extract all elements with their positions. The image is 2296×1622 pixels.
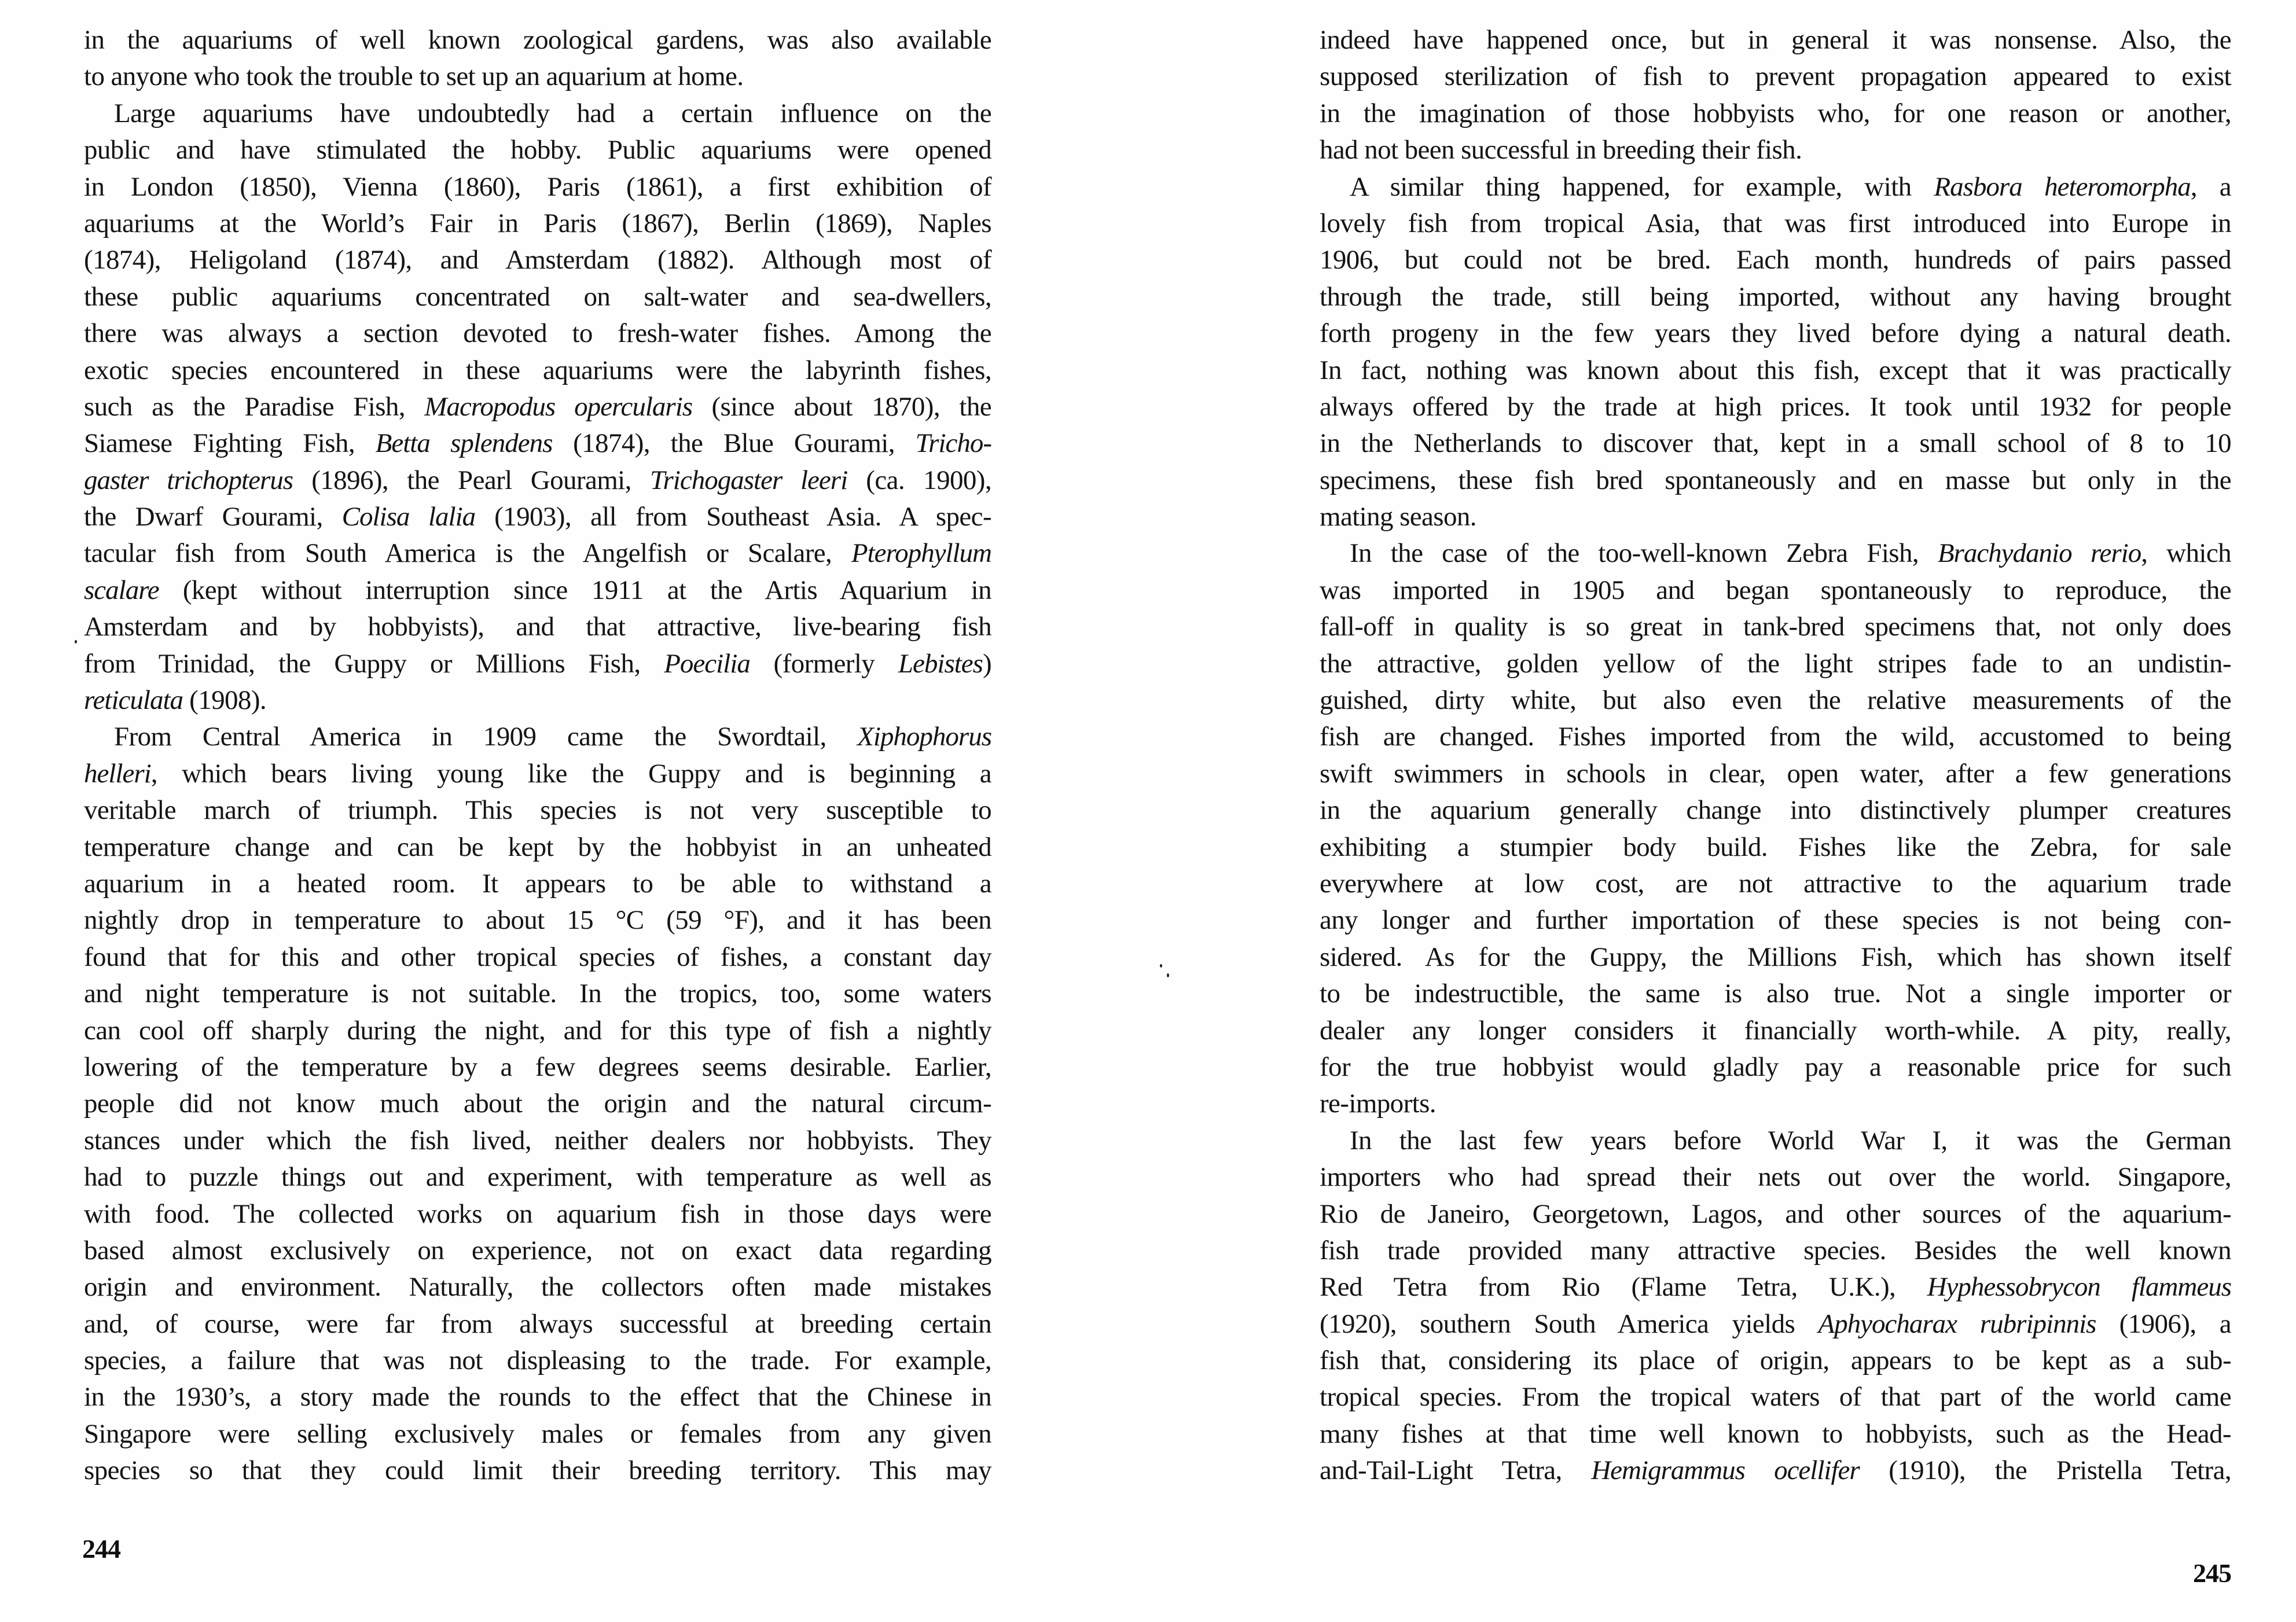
text-run: In the case of the too-well-known Zebra Fish,	[1350, 538, 1938, 569]
text-line	[1320, 902, 2231, 939]
text-run: swift swimmers in schools in clear, open water, after a few generations	[1320, 758, 2231, 789]
text-line	[1320, 499, 2231, 535]
text-run: nightly drop in temperature to about 15 °C (59 °F), and it has been	[84, 905, 991, 936]
text-run: supposed sterilization of fish to prevent propagation appeared to exist	[1320, 61, 2231, 92]
text-run: always offered by the trade at high prices. It took until 1932 for people	[1320, 391, 2231, 422]
text-line	[1320, 1086, 2231, 1122]
text-run: sidered. As for the Guppy, the Millions Fish, which has shown itself	[1320, 941, 2231, 972]
text-line	[84, 1306, 991, 1343]
text-run: aquarium in a heated room. It appears to be able to withstand a	[84, 868, 991, 899]
right-text-column	[1320, 22, 2231, 1489]
scan-speck	[75, 640, 77, 643]
text-run: in the aquariums of well known zoological gardens, was also available	[84, 25, 991, 55]
text-line	[1320, 242, 2231, 278]
text-run: origin and environment. Naturally, the collectors often made mistakes	[84, 1272, 991, 1303]
text-line	[84, 1123, 991, 1159]
italic-species-name: Betta splendens	[375, 428, 553, 459]
text-line	[84, 1159, 991, 1196]
text-run: Amsterdam and by hobbyists), and that attractive, live-bearing fish	[84, 612, 991, 642]
text-run: A similar thing happened, for example, with	[1350, 171, 1934, 202]
left-text-column	[84, 22, 991, 1489]
text-run: fish are changed. Fishes imported from the wild, accustomed to being	[1320, 722, 2231, 752]
italic-species-name: scalare	[84, 575, 159, 605]
text-run: In the last few years before World War I, it was the German	[1350, 1125, 2231, 1156]
text-line	[84, 976, 991, 1012]
text-line	[84, 1013, 991, 1049]
text-run: to anyone who took the trouble to set up an aquarium at home.	[84, 61, 744, 92]
text-line	[84, 1452, 991, 1489]
text-run: species, a failure that was not displeasing to the trade. For example,	[84, 1345, 991, 1376]
text-line	[1320, 646, 2231, 682]
text-run: and-Tail-Light Tetra,	[1320, 1455, 1592, 1486]
italic-species-name: Tricho-	[915, 428, 991, 459]
text-run: Singapore were selling exclusively males or females from any given	[84, 1418, 991, 1449]
text-line	[1320, 682, 2231, 719]
text-line	[84, 58, 991, 95]
text-line	[84, 902, 991, 939]
text-line	[84, 646, 991, 682]
text-run: (1910), the Pristella Tetra,	[1859, 1455, 2232, 1486]
text-run: (1874), Heligoland (1874), and Amsterdam (1882). Although most of	[84, 245, 991, 275]
text-run: stances under which the fish lived, neither dealers nor hobbyists. They	[84, 1125, 991, 1156]
text-run: in London (1850), Vienna (1860), Paris (1861), a first exhibition of	[84, 171, 991, 202]
text-run: (1906), a	[2096, 1308, 2231, 1339]
text-run: people did not know much about the origin and the natural circum-	[84, 1088, 991, 1119]
text-run: (kept without interruption since 1911 at the Artis Aquarium in	[159, 575, 991, 605]
text-line	[1320, 572, 2231, 609]
text-line	[1320, 792, 2231, 829]
text-run: based almost exclusively on experience, not on exact data regarding	[84, 1235, 991, 1266]
text-line	[84, 1049, 991, 1086]
italic-species-name: Colisa lalia	[341, 502, 476, 532]
text-line	[1320, 279, 2231, 315]
text-line	[1320, 95, 2231, 132]
text-run: )	[982, 648, 992, 679]
italic-species-name: Pterophyllum	[851, 538, 991, 569]
italic-species-name: Brachydanio rerio	[1937, 538, 2141, 569]
text-line	[84, 609, 991, 645]
text-run: with food. The collected works on aquarium fish in those days were	[84, 1198, 991, 1229]
text-line	[84, 1086, 991, 1122]
text-line	[1320, 609, 2231, 645]
text-run: lowering of the temperature by a few degrees seems desirable. Earlier,	[84, 1051, 991, 1082]
text-run: tropical species. From the tropical waters of that part of the world came	[1320, 1382, 2231, 1413]
text-run: Large aquariums have undoubtedly had a certain influence on the	[114, 98, 991, 128]
text-run: indeed have happened once, but in general it was nonsense. Also, the	[1320, 25, 2231, 55]
text-run: had not been successful in breeding their fish.	[1320, 135, 1802, 165]
text-line	[1320, 719, 2231, 755]
text-run: can cool off sharply during the night, and for this type of fish a nightly	[84, 1015, 991, 1046]
text-run: 1906, but could not be bred. Each month, hundreds of pairs passed	[1320, 245, 2231, 275]
text-line	[1320, 58, 2231, 95]
right-page	[1148, 0, 2296, 1622]
text-line	[1320, 1049, 2231, 1086]
text-line	[1320, 1452, 2231, 1489]
scan-speck	[1160, 964, 1162, 968]
text-line	[1320, 976, 2231, 1012]
text-line	[84, 132, 991, 168]
text-run: any longer and further importation of these species is not being con-	[1320, 905, 2231, 936]
italic-species-name: reticulata	[84, 685, 183, 716]
italic-species-name: gaster trichopterus	[84, 465, 293, 495]
text-line	[1320, 389, 2231, 425]
text-line	[84, 95, 991, 132]
text-line	[84, 169, 991, 205]
italic-species-name: Hemigrammus ocellifer	[1591, 1455, 1860, 1486]
text-run: temperature change and can be kept by the hobbyist in an unheated	[84, 832, 991, 862]
text-run: through the trade, still being imported, without any having brought	[1320, 281, 2231, 312]
text-run: fish that, considering its place of origin, appears to be kept as a sub-	[1320, 1345, 2231, 1376]
text-run: and night temperature is not suitable. In the tropics, too, some waters	[84, 979, 991, 1009]
text-line	[1320, 1196, 2231, 1233]
text-run: to be indestructible, the same is also true. Not a single importer or	[1320, 979, 2231, 1009]
text-run: Red Tetra from Rio (Flame Tetra, U.K.),	[1320, 1272, 1927, 1303]
text-run: tacular fish from South America is the Angelfish or Scalare,	[84, 538, 851, 569]
text-run: everywhere at low cost, are not attractive to the aquarium trade	[1320, 868, 2231, 899]
text-run: dealer any longer considers it financially worth-while. A pity, really,	[1320, 1015, 2231, 1046]
text-run: the attractive, golden yellow of the light stripes fade to an undistin-	[1320, 648, 2231, 679]
text-run: guished, dirty white, but also even the relative measurements of the	[1320, 685, 2231, 716]
italic-species-name: Rasbora heteromorpha	[1934, 171, 2191, 202]
text-line	[1320, 1013, 2231, 1049]
text-line	[1320, 1269, 2231, 1305]
text-run: re-imports.	[1320, 1088, 1436, 1119]
text-run: these public aquariums concentrated on salt-water and sea-dwellers,	[84, 281, 991, 312]
text-line	[84, 22, 991, 58]
text-run: there was always a section devoted to fresh-water fishes. Among the	[84, 318, 991, 349]
text-line	[84, 1269, 991, 1305]
text-run: From Central America in 1909 came the Swordtail,	[114, 722, 858, 752]
page-number-right: 245	[2193, 1558, 2231, 1588]
text-line	[84, 499, 991, 535]
text-line	[1320, 1416, 2231, 1452]
italic-species-name: Trichogaster leeri	[649, 465, 848, 495]
text-run: and, of course, were far from always successful at breeding certain	[84, 1308, 991, 1339]
text-line	[1320, 939, 2231, 976]
text-run: for the true hobbyist would gladly pay a reasonable price for such	[1320, 1051, 2231, 1082]
text-run: (1874), the Blue Gourami,	[552, 428, 916, 459]
italic-species-name: Xiphophorus	[857, 722, 991, 752]
text-line	[84, 462, 991, 499]
text-line	[84, 1343, 991, 1379]
text-line	[84, 535, 991, 572]
text-run: forth progeny in the few years they lived before dying a natural death.	[1320, 318, 2231, 349]
text-line	[84, 756, 991, 792]
text-line	[84, 205, 991, 242]
text-line	[1320, 132, 2231, 168]
text-line	[84, 242, 991, 278]
text-line	[1320, 866, 2231, 902]
text-run: , which	[2141, 538, 2231, 569]
text-line	[84, 1233, 991, 1269]
text-run: (1896), the Pearl Gourami,	[293, 465, 650, 495]
text-run: was imported in 1905 and began spontaneously to reproduce, the	[1320, 575, 2231, 605]
scan-speck	[1167, 973, 1169, 977]
italic-species-name: Macropodus opercularis	[424, 391, 693, 422]
text-run: from Trinidad, the Guppy or Millions Fish,	[84, 648, 664, 679]
text-run: (1920), southern South America yields	[1320, 1308, 1819, 1339]
text-run: (ca. 1900),	[847, 465, 991, 495]
text-run: , which bears living young like the Guppy and is beginning a	[150, 758, 991, 789]
text-line	[1320, 1159, 2231, 1196]
text-line	[84, 1416, 991, 1452]
text-line	[84, 866, 991, 902]
text-line	[1320, 829, 2231, 866]
italic-species-name: helleri	[84, 758, 151, 789]
text-run: in the 1930’s, a story made the rounds to the effect that the Chinese in	[84, 1382, 991, 1413]
text-run: in the Netherlands to discover that, kept in a small school of 8 to 10	[1320, 428, 2231, 459]
text-line	[84, 682, 991, 719]
text-run: (formerly	[750, 648, 898, 679]
text-run: fall-off in quality is so great in tank-bred specimens that, not only does	[1320, 612, 2231, 642]
text-run: specimens, these fish bred spontaneously and en masse but only in the	[1320, 465, 2231, 495]
text-line	[84, 315, 991, 352]
text-line	[84, 425, 991, 462]
text-line	[84, 572, 991, 609]
text-run: many fishes at that time well known to hobbyists, such as the Head-	[1320, 1418, 2231, 1449]
text-run: in the imagination of those hobbyists who, for one reason or another,	[1320, 98, 2231, 128]
text-run: the Dwarf Gourami,	[84, 502, 342, 532]
text-run: veritable march of triumph. This species is not very susceptible to	[84, 795, 991, 826]
text-line	[1320, 1379, 2231, 1415]
text-run: had to puzzle things out and experiment, with temperature as well as	[84, 1162, 991, 1193]
text-line	[84, 792, 991, 829]
text-run: found that for this and other tropical species of fishes, a constant day	[84, 941, 991, 972]
text-run: exhibiting a stumpier body build. Fishes like the Zebra, for sale	[1320, 832, 2231, 862]
text-line	[1320, 315, 2231, 352]
text-line	[84, 829, 991, 866]
text-line	[1320, 22, 2231, 58]
text-line	[84, 1196, 991, 1233]
text-run: Siamese Fighting Fish,	[84, 428, 376, 459]
text-line	[1320, 169, 2231, 205]
text-run: in the aquarium generally change into distinctively plumper creatures	[1320, 795, 2231, 826]
text-line	[1320, 462, 2231, 499]
text-line	[84, 719, 991, 755]
text-line	[1320, 1306, 2231, 1343]
text-run: (1903), all from Southeast Asia. A spec-	[475, 502, 991, 532]
italic-species-name: Poecilia	[664, 648, 750, 679]
text-line	[1320, 205, 2231, 242]
text-run: such as the Paradise Fish,	[84, 391, 425, 422]
text-run: In fact, nothing was known about this fish, except that it was practically	[1320, 355, 2231, 385]
text-run: species so that they could limit their breeding territory. This may	[84, 1455, 991, 1486]
text-run: exotic species encountered in these aquariums were the labyrinth fishes,	[84, 355, 991, 385]
text-line	[1320, 352, 2231, 389]
italic-species-name: Aphyocharax rubripinnis	[1818, 1308, 2096, 1339]
text-line	[84, 939, 991, 976]
text-run: (1908).	[183, 685, 267, 716]
text-run: mating season.	[1320, 502, 1476, 532]
text-line	[84, 389, 991, 425]
text-line	[84, 1379, 991, 1415]
text-run: lovely fish from tropical Asia, that was first introduced into Europe in	[1320, 208, 2231, 238]
text-line	[1320, 1233, 2231, 1269]
text-line	[1320, 535, 2231, 572]
text-run: fish trade provided many attractive species. Besides the well known	[1320, 1235, 2231, 1266]
text-run: , a	[2190, 171, 2231, 202]
page-number-left: 244	[82, 1534, 120, 1564]
text-run: aquariums at the World’s Fair in Paris (1867), Berlin (1869), Naples	[84, 208, 991, 238]
text-run: public and have stimulated the hobby. Public aquariums were opened	[84, 135, 991, 165]
text-line	[1320, 425, 2231, 462]
text-line	[1320, 756, 2231, 792]
text-line	[84, 352, 991, 389]
text-line	[1320, 1343, 2231, 1379]
italic-species-name: Hyphessobrycon flammeus	[1927, 1272, 2231, 1303]
text-run: importers who had spread their nets out over the world. Singapore,	[1320, 1162, 2231, 1193]
italic-species-name: Lebistes	[898, 648, 983, 679]
text-line	[1320, 1123, 2231, 1159]
text-run: Rio de Janeiro, Georgetown, Lagos, and other sources of the aquarium-	[1320, 1198, 2231, 1229]
text-run: (since about 1870), the	[692, 391, 991, 422]
text-line	[84, 279, 991, 315]
